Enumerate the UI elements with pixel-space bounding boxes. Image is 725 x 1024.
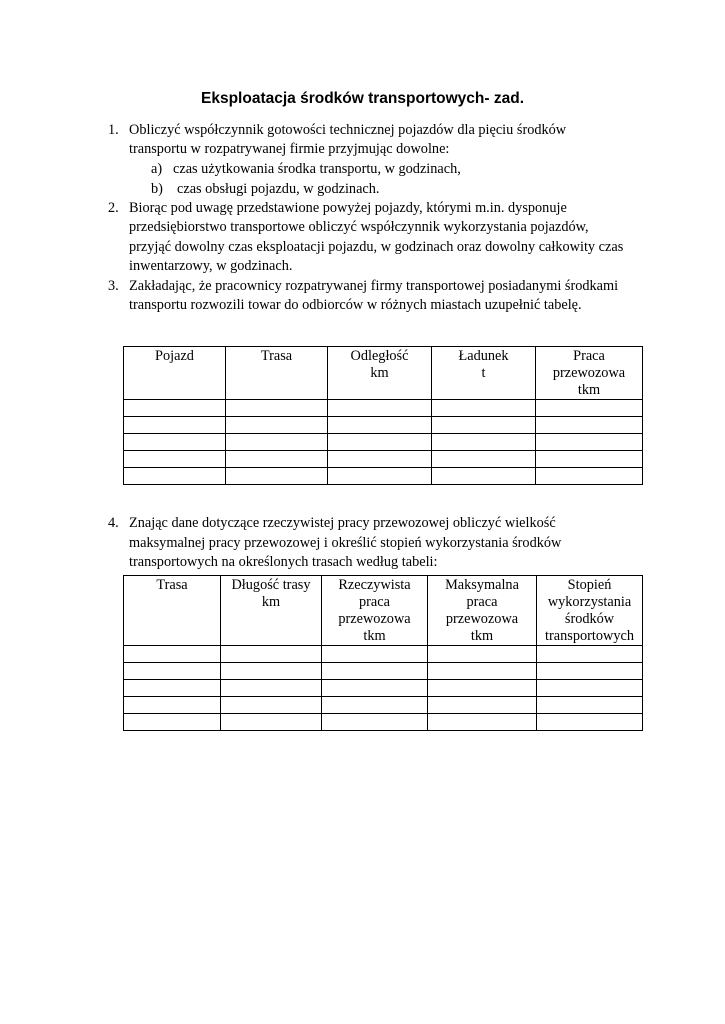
table-cell <box>432 417 536 434</box>
table-row <box>124 417 643 434</box>
document-title: Eksploatacja środków transportowych- zad. <box>201 90 524 107</box>
task-text-line: Zakładając, że pracownicy rozpatrywanej firmy transportowej posiadanymi środkami <box>129 278 619 294</box>
table-row <box>124 697 643 714</box>
table-cell <box>124 697 221 714</box>
table-cell <box>537 680 643 697</box>
table-cell <box>432 468 536 485</box>
table-cell <box>124 646 221 663</box>
table-cell <box>124 417 226 434</box>
table-cell <box>124 400 226 417</box>
task-text-line: transportu w rozpatrywanej firmie przyjmując dowolne: <box>129 141 450 157</box>
table-cell <box>124 434 226 451</box>
table-cell <box>226 451 328 468</box>
table-cell <box>226 417 328 434</box>
header-pojazd: Pojazd <box>124 347 226 400</box>
table-cell <box>537 663 643 680</box>
sub-item-marker: a) <box>151 161 163 177</box>
table-cell <box>322 646 428 663</box>
table-cell <box>221 714 322 731</box>
task-number: 1. <box>108 122 119 138</box>
task-number: 4. <box>108 515 119 531</box>
table-row <box>124 468 643 485</box>
table-cell <box>428 646 537 663</box>
table-cell <box>124 663 221 680</box>
table-cell <box>537 697 643 714</box>
table-cell <box>328 400 432 417</box>
table-cell <box>124 680 221 697</box>
task-text-line: transportowych na określonych trasach według tabeli: <box>129 554 438 570</box>
table-cell <box>432 434 536 451</box>
table-row <box>124 400 643 417</box>
table-cell <box>328 417 432 434</box>
table-cell <box>428 663 537 680</box>
task-text-line: inwentarzowy, w godzinach. <box>129 258 293 274</box>
table-row <box>124 451 643 468</box>
table-cell <box>226 468 328 485</box>
task-number: 3. <box>108 278 119 294</box>
header-dlugosc-trasy: Długość trasy km <box>221 576 322 646</box>
table-cell <box>322 680 428 697</box>
header-praca-przewozowa: Praca przewozowa tkm <box>536 347 643 400</box>
table-cell <box>536 468 643 485</box>
table-route-utilization <box>123 575 643 731</box>
task-text-line: maksymalnej pracy przewozowej i określić stopień wykorzystania środków <box>129 535 562 551</box>
table-header-row <box>124 576 643 646</box>
table-cell <box>428 714 537 731</box>
header-ladunek: Ładunek t <box>432 347 536 400</box>
task-text-line: przedsiębiorstwo transportowe obliczyć współczynnik wykorzystania pojazdów, <box>129 219 589 235</box>
sub-item-text: czas użytkowania środka transportu, w godzinach, <box>173 161 461 177</box>
task-text-line: transportu rozwozili towar do odbiorców w różnych miastach uzupełnić tabelę. <box>129 297 582 313</box>
table-cell <box>328 468 432 485</box>
table-cell <box>221 697 322 714</box>
table-cell <box>124 451 226 468</box>
table-cell <box>537 714 643 731</box>
table-cell <box>124 468 226 485</box>
table-cell <box>536 417 643 434</box>
table-cell <box>226 434 328 451</box>
sub-item-marker: b) <box>151 181 163 197</box>
table-cell <box>328 434 432 451</box>
table-row <box>124 680 643 697</box>
table-cell <box>536 400 643 417</box>
table-row <box>124 663 643 680</box>
header-odleglosc: Odległość km <box>328 347 432 400</box>
table-cell <box>124 714 221 731</box>
header-maksymalna-praca: Maksymalna praca przewozowa tkm <box>428 576 537 646</box>
table-row <box>124 714 643 731</box>
table-cell <box>432 451 536 468</box>
table-row <box>124 646 643 663</box>
table-cell <box>537 646 643 663</box>
table-cell <box>221 646 322 663</box>
header-trasa: Trasa <box>124 576 221 646</box>
table-cell <box>428 680 537 697</box>
table-cell <box>221 680 322 697</box>
table-header-row <box>124 347 643 400</box>
table-cell <box>536 451 643 468</box>
table-cell <box>328 451 432 468</box>
table-cell <box>536 434 643 451</box>
table-cell <box>322 714 428 731</box>
header-stopien-wykorzystania: Stopień wykorzystania środków transportowych <box>537 576 643 646</box>
table-cell <box>322 697 428 714</box>
table-cell <box>221 663 322 680</box>
table-cell <box>322 663 428 680</box>
header-rzeczywista-praca: Rzeczywista praca przewozowa tkm <box>322 576 428 646</box>
table-cell <box>428 697 537 714</box>
task-text-line: Znając dane dotyczące rzeczywistej pracy przewozowej obliczyć wielkość <box>129 515 556 531</box>
task-text-line: przyjąć dowolny czas eksploatacji pojazdu, w godzinach oraz dowolny całkowity czas <box>129 239 624 255</box>
table-cell <box>226 400 328 417</box>
header-trasa: Trasa <box>226 347 328 400</box>
table-vehicle-routes <box>123 346 643 485</box>
table-row <box>124 434 643 451</box>
task-text-line: Obliczyć współczynnik gotowości technicznej pojazdów dla pięciu środków <box>129 122 567 138</box>
task-text-line: Biorąc pod uwagę przedstawione powyżej pojazdy, którymi m.in. dysponuje <box>129 200 567 216</box>
task-number: 2. <box>108 200 119 216</box>
table-cell <box>432 400 536 417</box>
sub-item-text: czas obsługi pojazdu, w godzinach. <box>177 181 380 197</box>
